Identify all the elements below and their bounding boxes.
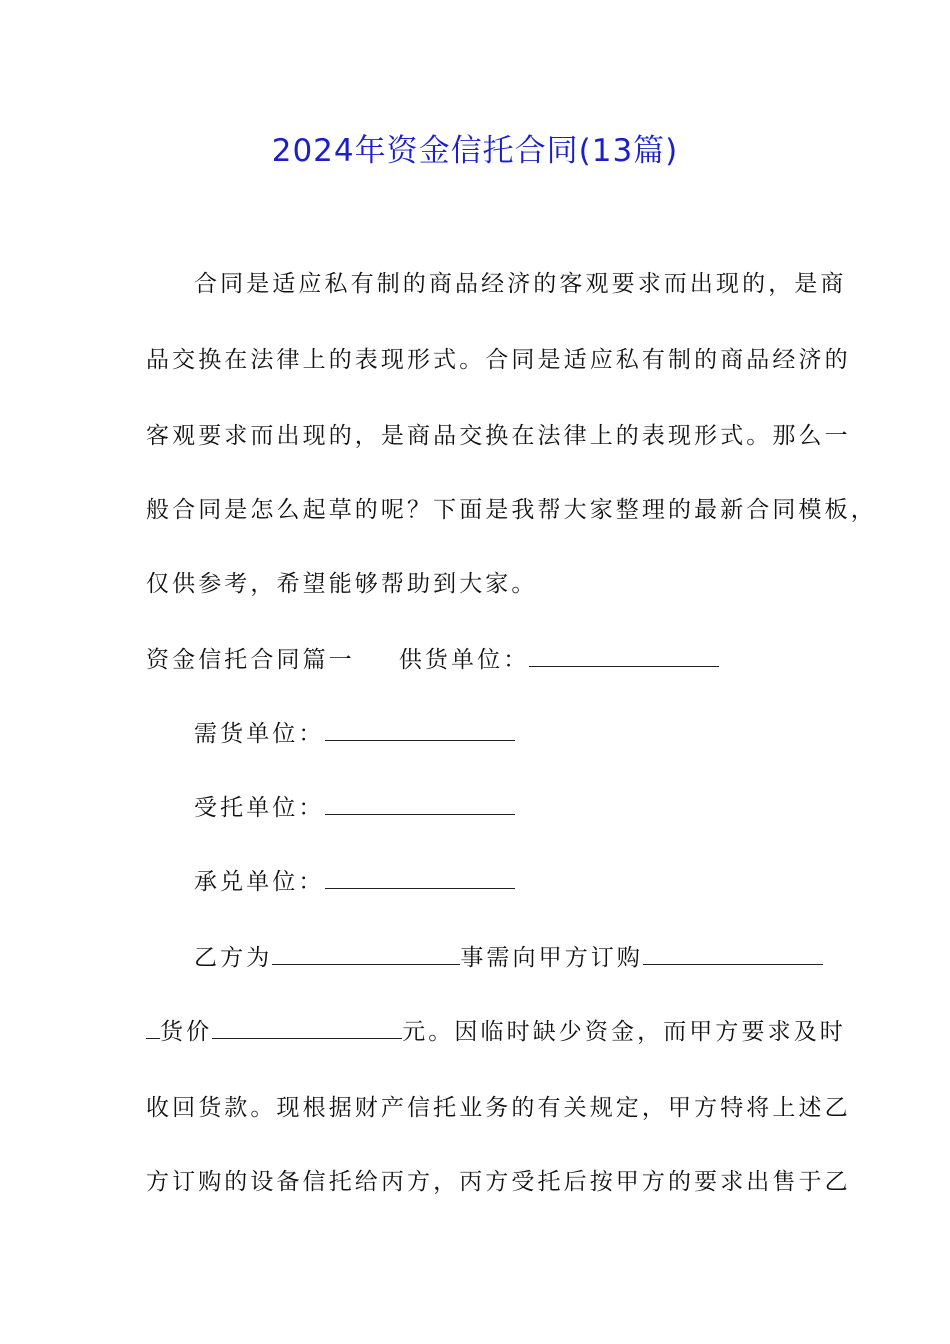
- acceptor-label: 承兑单位：: [194, 869, 325, 895]
- demander-label: 需货单位：: [194, 721, 325, 747]
- demander-blank[interactable]: [325, 718, 515, 741]
- price-blank[interactable]: [212, 1016, 402, 1039]
- body-line-4: 方订购的设备信托给丙方，丙方受托后按甲方的要求出售于乙: [146, 1169, 851, 1195]
- body-line-1: [194, 942, 823, 974]
- document-title: 2024年资金信托合同(13篇): [271, 133, 679, 169]
- party-b-label: 乙方为: [194, 945, 273, 971]
- intro-line-4: 般合同是怎么起草的呢？下面是我帮大家整理的最新合同模板，: [146, 497, 877, 523]
- body-line-3: 收回货款。现根据财产信托业务的有关规定，甲方特将上述乙: [146, 1095, 851, 1121]
- matter-blank[interactable]: [272, 942, 460, 965]
- intro-line-1: 合同是适应私有制的商品经济的客观要求而出现的，是商: [194, 271, 847, 297]
- supplier-blank[interactable]: [529, 644, 719, 667]
- demander-row: [194, 718, 515, 750]
- goods-blank[interactable]: [643, 942, 823, 965]
- intro-line-5: 仅供参考，希望能够帮助到大家。: [146, 571, 538, 597]
- acceptor-blank[interactable]: [325, 866, 515, 889]
- intro-line-2: 品交换在法律上的表现形式。合同是适应私有制的商品经济的: [146, 347, 851, 373]
- price-text: 元。因临时缺少资金，而甲方要求及时: [402, 1019, 846, 1045]
- price-label: 货价: [160, 1019, 213, 1045]
- trustee-label: 受托单位：: [194, 795, 325, 821]
- intro-line-3: 客观要求而出现的，是商品交换在法律上的表现形式。那么一: [146, 423, 851, 449]
- section-heading-row: [146, 644, 719, 676]
- trustee-blank[interactable]: [325, 792, 515, 815]
- order-text: 事需向甲方订购: [460, 945, 644, 971]
- supplier-label: 供货单位：: [398, 647, 530, 673]
- acceptor-row: [194, 866, 515, 898]
- goods-blank-continued[interactable]: [146, 1016, 160, 1039]
- section-heading: 资金信托合同篇一: [146, 647, 355, 673]
- trustee-row: [194, 792, 515, 824]
- body-line-2: [146, 1016, 846, 1048]
